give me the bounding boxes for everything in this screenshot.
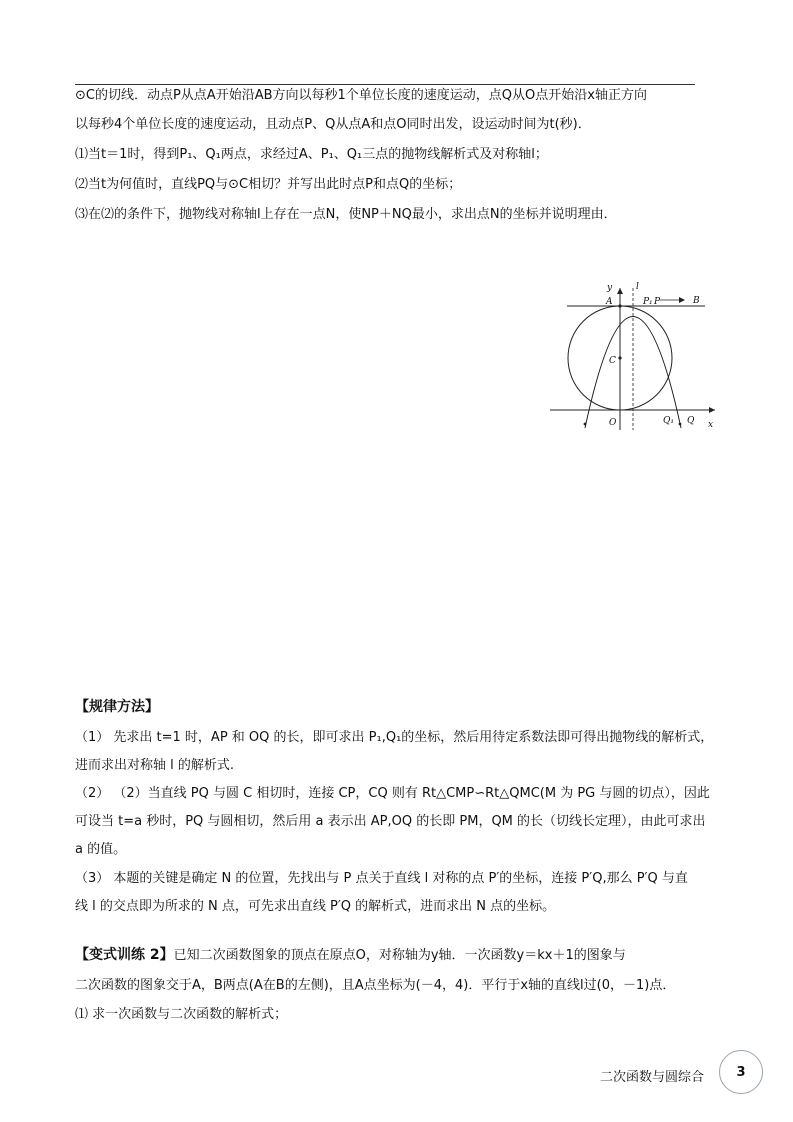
variant-line-2: 二次函数的图象交于A，B两点(A在B的左侧)，且A点坐标为(－4，4)．平行于x轴的直线l过(0，－1)点． bbox=[75, 978, 676, 993]
problem-line-1: ⊙C的切线．动点P从点A开始沿AB方向以每秒1个单位长度的速度运动，点Q从O点开始沿x轴正方向 bbox=[75, 88, 647, 103]
point-right-end bbox=[679, 423, 682, 426]
variant-line-1 bbox=[75, 945, 626, 966]
variant-line-3: ⑴ 求一次函数与二次函数的解析式； bbox=[75, 1007, 288, 1022]
label-a: A bbox=[606, 297, 613, 307]
label-p: P bbox=[654, 297, 661, 307]
point-left-end bbox=[584, 423, 587, 426]
method-p3-line1: （3） 本题的关键是确定 N 的位置，先找出与 P 点关于直线 l 对称的点 P′的坐标，连接 P′Q,那么 P′Q 与直 bbox=[75, 871, 688, 886]
label-q: Q bbox=[687, 416, 695, 426]
method-p2-line2: 可设当 t=a 秒时，PQ 与圆相切，然后用 a 表示出 AP,OQ 的长即 PM，QM 的长（切线长定理），由此可求出 bbox=[75, 814, 706, 829]
y-axis-arrow bbox=[617, 288, 623, 294]
method-p3-line2: 线 l 的交点即为所求的 N 点，可先求出直线 P′Q 的解析式，进而求出 N 点的坐标。 bbox=[75, 899, 556, 914]
p-arrow bbox=[679, 297, 685, 303]
label-x: x bbox=[708, 420, 714, 430]
problem-line-2: 以每秒4个单位长度的速度运动，且动点P、Q从点A和点O同时出发，设运动时间为t(秒)． bbox=[75, 117, 591, 132]
geometry-figure bbox=[545, 280, 720, 435]
method-p1-line2: 进而求出对称轴 l 的解析式. bbox=[75, 758, 235, 773]
label-b: B bbox=[693, 296, 700, 306]
method-p2-line3: a 的值。 bbox=[75, 842, 127, 857]
point-c bbox=[618, 356, 621, 359]
label-p1: P₁ bbox=[643, 297, 653, 307]
point-a bbox=[618, 304, 621, 307]
question-1: ⑴当t＝1时，得到P₁、Q₁两点，求经过A、P₁、Q₁三点的抛物线解析式及对称轴l； bbox=[75, 147, 548, 162]
label-o: O bbox=[609, 418, 617, 428]
question-3: ⑶在⑵的条件下，抛物线对称轴l上存在一点N，使NP＋NQ最小，求出点N的坐标并说明理由． bbox=[75, 207, 617, 222]
page-number: 3 bbox=[736, 1064, 746, 1080]
x-axis-arrow bbox=[709, 407, 715, 413]
label-q1: Q₁ bbox=[663, 416, 674, 426]
label-c: C bbox=[609, 356, 616, 366]
label-l: l bbox=[636, 282, 639, 292]
variant-line-1-text: 已知二次函数图象的顶点在原点O，对称轴为y轴．一次函数y＝kx＋1的图象与 bbox=[173, 948, 626, 963]
question-2: ⑵当t为何值时，直线PQ与⊙C相切？并写出此时点P和点Q的坐标； bbox=[75, 177, 462, 192]
method-p2-line1: （2） （2）当直线 PQ 与圆 C 相切时，连接 CP，CQ 则有 Rt△CMP∽Rt△QMC(M 为 PG 与圆的切点），因此 bbox=[75, 786, 710, 801]
top-rule bbox=[75, 84, 695, 85]
page-number-badge bbox=[719, 1050, 763, 1094]
method-heading: 【规律方法】 bbox=[75, 699, 159, 715]
footer-title: 二次函数与圆综合 bbox=[600, 1070, 705, 1085]
variant-heading: 【变式训练 2】 bbox=[75, 947, 174, 963]
label-y: y bbox=[607, 283, 613, 293]
method-p1-line1: （1） 先求出 t=1 时，AP 和 OQ 的长，即可求出 P₁,Q₁的坐标，然后用待定系数法即可得出抛物线的解析式， bbox=[75, 730, 714, 745]
